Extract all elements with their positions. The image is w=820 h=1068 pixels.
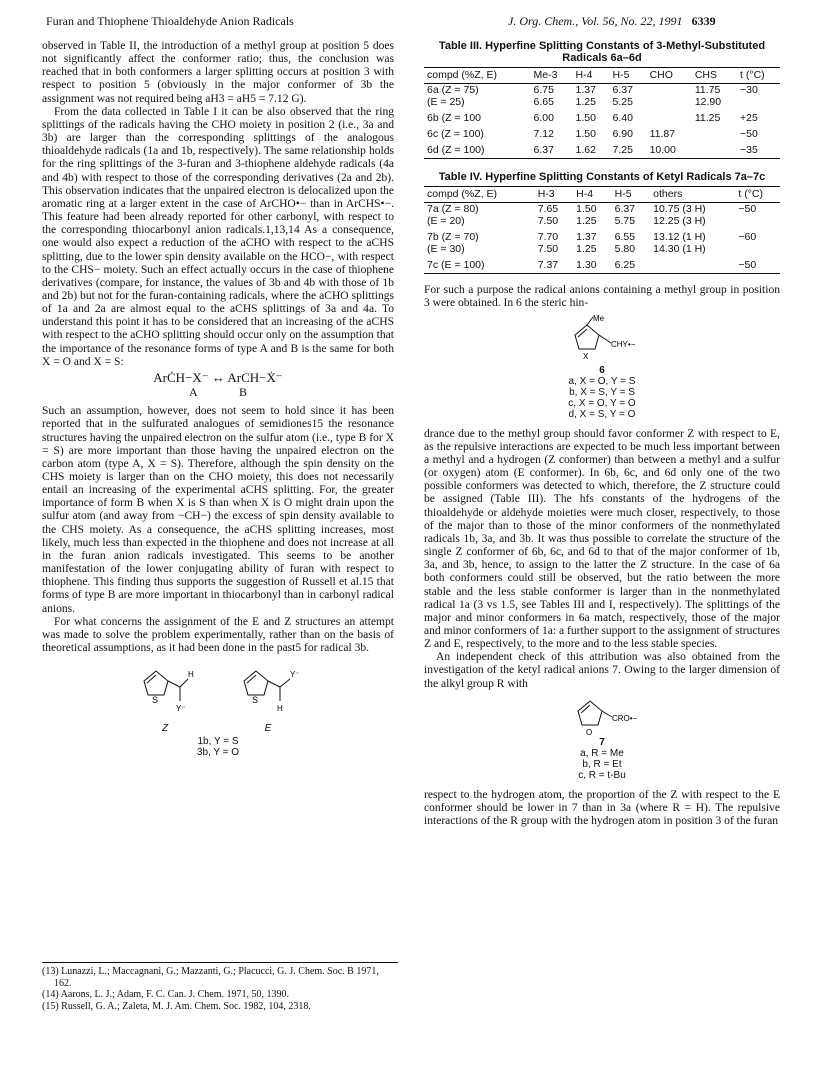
right-paragraph-3: An independent check of this attribution was also obtained from the investigation of the ketyl radical anions 7. Owing to the larger dimension of the alkyl group R with bbox=[424, 651, 780, 690]
resonance-label-b: B bbox=[239, 385, 248, 400]
right-paragraph-2: drance due to the methyl group should favor conformer Z with respect to E, as the repulsive interactions are expected to be much less important between a methyl and a hydrogen (Z conformer) than between a methyl and a sulfur (or oxygen) atom (E conformer). In 6b, 6c, and 6d only one of the two possible conformers was detected to which, therefore, the Z structure could be assigned (Table III). The hfs constants of the hydrogens of the thioaldehyde or aldehyde moieties were much closer, respectively, to those of the major than to those of the minor conformers of the nonmethylated radicals 1b, 3a, and 3b. It was thus possible to correlate the structure of the single Z conformer of 6b, 6c, and 6d to that of the major conformer of 1b, 3a, and 3b, hence, to assign to the latter the Z structure. In the case of 6a both conformers could still be observed, but the ratio between the more stable and the less stable conformer is larger than in the nonmethylated radical 1a (3 vs 1.5, see Tables III and I, respectively). The splittings of the major and minor conformers in 6a match, respectively, those of the major and minor conformers of 1a: a further support to the assignment of structures Z and E, respectively, to the more and to the less stable species. bbox=[424, 427, 780, 651]
label-e: E bbox=[264, 723, 272, 735]
structure-6-number: 6 bbox=[599, 364, 605, 376]
table-cell: 7.37 bbox=[535, 255, 573, 274]
table-row bbox=[424, 140, 780, 159]
svg-text:H: H bbox=[277, 704, 283, 714]
paragraph-1: observed in Table II, the introduction of a methyl group at position 5 does not significantly affect the conformer ratio; thus, the conclusion was reached that in both conformers a larger splitting occurs at position 3 with respect to position 5 (obviously in the major conformer of 3b the assignment was not required being aH3 = aH5 = 7.12 G). bbox=[42, 40, 394, 105]
paragraph-3: Such an assumption, however, does not seem to hold since it has been reported that in the sulfurated analogues of semidiones15 the resonance structures having the unpaired electron on the sulfur atom (i.e., type B for X = S) are more important than those having the unpaired electron on the carbon atom (type A, X = S). Therefore, although the spin density on the CHS moiety is larger than on the CHO moiety, this does not necessarily entail an increasing of the experimental aCHS splitting. For, the greater importance of form B when X is S than when X is O might drain upon the sulfur atom (and away from −CH−) the excess of spin density available to the CHS moiety. As a consequence, the aCHS splitting increases, most likely, much less than expected in the thiophene and does not increase at all in the furan anion radicals investigated. This seems to be another manifestation of the lower conjugating ability of furan with respect to thiophene. This finding thus supports the suggestion of Russell et al.15 that forms of type B are more important in thiocarbonyl than in carbonyl radical anions. bbox=[42, 405, 394, 615]
svg-text:X: X bbox=[583, 351, 589, 361]
table-cell: −60 bbox=[738, 231, 757, 244]
footnotes bbox=[42, 962, 398, 1012]
table-cell: 6.37 bbox=[614, 203, 636, 216]
table-cell bbox=[735, 215, 780, 227]
table-cell: 14.30 (1 H) bbox=[653, 243, 706, 256]
furyl-ketyl-7-icon bbox=[562, 695, 642, 737]
table-cell: 7a (Z = 80) bbox=[427, 203, 479, 216]
right-column bbox=[424, 40, 780, 828]
table-cell bbox=[692, 124, 737, 140]
table-cell: 5.80 bbox=[614, 243, 636, 256]
table-row bbox=[424, 243, 780, 255]
svg-text:CHY•−: CHY•− bbox=[611, 339, 636, 349]
table4-header: others bbox=[650, 187, 735, 203]
label-z: Z bbox=[161, 723, 169, 735]
table4-header: H-5 bbox=[612, 187, 650, 203]
table4-header: compd (%Z, E) bbox=[424, 187, 535, 203]
table-cell: 6.40 bbox=[612, 112, 633, 125]
table-cell: 7b (Z = 70) bbox=[427, 231, 479, 244]
table-cell bbox=[647, 84, 692, 97]
table-cell: (E = 20) bbox=[427, 215, 465, 228]
table-cell: −35 bbox=[737, 140, 780, 159]
svg-text:S: S bbox=[152, 695, 159, 706]
resonance-labels bbox=[42, 386, 394, 399]
table3-header: Me-3 bbox=[531, 68, 573, 84]
table4-header: H-4 bbox=[573, 187, 611, 203]
journal-citation: J. Org. Chem., Vol. 56, No. 22, 1991 bbox=[508, 14, 683, 28]
table-cell: 5.25 bbox=[612, 96, 633, 109]
table4-header: H-3 bbox=[535, 187, 573, 203]
svg-text:Y⁻: Y⁻ bbox=[176, 704, 186, 714]
table-cell bbox=[737, 96, 780, 108]
table-cell: 6.25 bbox=[612, 255, 650, 274]
paragraph-4: For what concerns the assignment of the E and Z structures an attempt was made to solve the problem experimentally, rather than on the basis of theoretical assumptions, as it had been done in the past5 for radical 3b. bbox=[42, 615, 394, 655]
table-cell bbox=[650, 255, 735, 274]
table-cell: 1.62 bbox=[572, 140, 609, 159]
svg-text:CRO•−: CRO•− bbox=[612, 713, 638, 723]
table3-header-row bbox=[424, 68, 780, 84]
methyl-heterocycle-6-icon bbox=[557, 313, 647, 365]
table-cell: −50 bbox=[740, 128, 758, 141]
table-cell: 1.37 bbox=[575, 84, 596, 97]
svg-text:H: H bbox=[188, 670, 194, 680]
structure-6-legend-b: b, X = S, Y = S bbox=[569, 386, 635, 398]
table-cell: 13.12 (1 H) bbox=[653, 231, 706, 244]
table-cell: 6d (Z = 100) bbox=[424, 140, 531, 159]
table-cell: 1.37 bbox=[576, 231, 597, 244]
right-paragraph-4: respect to the hydrogen atom, the proportion of the Z with respect to the E conformer should be lower in 7 than in 3a (where R = H). The repulsive interactions of the R group with the hydrogen atom in position 3 of the furan bbox=[424, 788, 780, 828]
footnote-14: (14) Aarons, L. J.; Adam, F. C. Can. J. Chem. 1971, 50, 1390. bbox=[42, 989, 289, 1000]
methyl-label: Me bbox=[593, 313, 605, 323]
table-cell: 12.25 (3 H) bbox=[653, 215, 706, 228]
table3-header: H-4 bbox=[572, 68, 609, 84]
structure-6-legend-c: c, X = O, Y = O bbox=[568, 397, 636, 409]
paragraph-2: From the data collected in Table I it can be also observed that the ring splittings of the radicals having the CHO moiety in position 2 (i.e., 3a and 3b) are larger than the corresponding splittings of the analogous thioaldehyde radicals (1a and 1b, respectively). The same relationship holds for the ring splittings of the 3-furan and 3-thiophene aldehyde radicals (4a and 4b) with respect to those of the corresponding derivatives (2a and 2b). This observation indicates that the unpaired electron is delocalized upon the aromatic ring at a larger extent in the case of ArCHO•− than in ArCHS•−. This feature had been already reported for other carbonyl, with respect to the corresponding thiocarbonyl anion radicals.1,13,14 As a consequence, one would also expect a reduction of the aCHO with respect to the aCHS splitting, due to the lower spin density available on the HCO−, with respect to the CHS− moiety. Such an effect actually occurs in the case of thiophene derivatives (compare, for instance, the values of 3b and 4b with those of 1b and 2b) but not for the furan-containing radicals, where the aCHO splittings of 1a and 2a are almost equal to the aCHS splittings of 3a and 4a. To understand this point it has to be considered that an increasing of the aCHS with respect to the aCHO splitting should occur only on the assumption that the importance of the resonance forms of type A and B is the same for both X = O and X = S: bbox=[42, 105, 394, 368]
table-cell: 6.90 bbox=[612, 128, 633, 141]
table-cell: 6.55 bbox=[614, 231, 636, 244]
table-cell: 1.50 bbox=[576, 203, 597, 216]
table-cell: 11.87 bbox=[649, 128, 676, 141]
table-cell: −50 bbox=[735, 255, 780, 274]
table-cell: 1.25 bbox=[575, 96, 596, 109]
structure-z bbox=[130, 661, 200, 734]
table3-header: t (°C) bbox=[737, 68, 780, 84]
table-cell: 6.37 bbox=[612, 84, 633, 97]
structure-7-legend-b: b, R = Et bbox=[582, 758, 622, 770]
table-cell: 6.37 bbox=[531, 140, 573, 159]
table-cell: 7.70 bbox=[537, 231, 559, 244]
table-cell bbox=[692, 140, 737, 159]
table4-header: t (°C) bbox=[735, 187, 780, 203]
table-row bbox=[424, 108, 780, 124]
table-cell: 6.00 bbox=[533, 112, 554, 125]
table-cell: 6b (Z = 100 bbox=[427, 112, 481, 125]
table3 bbox=[424, 67, 780, 159]
table-cell: 12.90 bbox=[694, 96, 722, 109]
structures-1b-3b bbox=[42, 661, 394, 734]
table-cell: −30 bbox=[740, 84, 758, 97]
table-cell: +25 bbox=[740, 112, 758, 125]
table-cell: 1.25 bbox=[576, 215, 597, 228]
table-row bbox=[424, 255, 780, 274]
structure-7 bbox=[424, 695, 780, 737]
structure-6 bbox=[424, 313, 780, 365]
svg-text:S: S bbox=[252, 695, 259, 706]
running-header-journal bbox=[508, 14, 716, 29]
structure-7-number: 7 bbox=[599, 736, 605, 748]
table-row bbox=[424, 203, 780, 216]
left-column bbox=[42, 40, 394, 758]
footnote-13: (13) Lunazzi, L.; Maccagnani, G.; Mazzanti, G.; Placucci, G. J. Chem. Soc. B 1971, 162. bbox=[42, 966, 379, 989]
page-number: 6339 bbox=[691, 14, 716, 28]
table-cell: 11.75 bbox=[694, 84, 721, 97]
table-cell: 7.50 bbox=[537, 243, 559, 256]
resonance-equation: ArĊH−X⁻ ↔ ArCH−Ẋ⁻ bbox=[153, 369, 283, 385]
table-cell: 5.75 bbox=[614, 215, 636, 228]
table-cell: 7.50 bbox=[537, 215, 559, 228]
table-cell bbox=[647, 96, 692, 108]
table-cell bbox=[735, 243, 780, 255]
footnote-15: (15) Russell, G. A.; Zaleta, M. J. Am. Chem. Soc. 1982, 104, 2318. bbox=[42, 1000, 311, 1012]
table-cell: 7.25 bbox=[610, 140, 647, 159]
table3-header: compd (%Z, E) bbox=[424, 68, 531, 84]
svg-text:Y⁻: Y⁻ bbox=[290, 670, 300, 680]
thiophene-z-structure-icon bbox=[130, 661, 200, 723]
table-row bbox=[424, 227, 780, 243]
structure-7-legend-a: a, R = Me bbox=[580, 747, 624, 759]
table-cell: (E = 25) bbox=[427, 96, 465, 109]
structure-6-legend-a: a, X = O, Y = S bbox=[568, 375, 636, 387]
right-paragraph-1: For such a purpose the radical anions containing a methyl group in position 3 were obtained. In 6 the steric hin- bbox=[424, 284, 780, 310]
running-header-title: Furan and Thiophene Thioaldehyde Anion Radicals bbox=[46, 14, 294, 28]
table-cell: 1.30 bbox=[573, 255, 611, 274]
table-cell: 6a (Z = 75) bbox=[427, 84, 479, 97]
table-row bbox=[424, 96, 780, 108]
table-cell: 7.12 bbox=[533, 128, 554, 141]
table-cell: 1.50 bbox=[575, 128, 596, 141]
table3-caption: Table III. Hyperfine Splitting Constants of 3-Methyl-Substituted Radicals 6a–6d bbox=[438, 40, 766, 64]
table-row bbox=[424, 84, 780, 97]
structure-6-legend-d: d, X = S, Y = O bbox=[568, 408, 636, 420]
table-cell: 6.65 bbox=[533, 96, 554, 109]
table-cell: 6c (Z = 100) bbox=[427, 128, 484, 141]
table-cell: 11.25 bbox=[694, 112, 721, 125]
table-cell bbox=[647, 108, 692, 124]
table-row bbox=[424, 124, 780, 140]
table-cell: 7c (E = 100) bbox=[424, 255, 535, 274]
table-cell: 1.25 bbox=[576, 243, 597, 256]
table-cell: 10.75 (3 H) bbox=[653, 203, 706, 216]
table4-header-row bbox=[424, 187, 780, 203]
table-cell: −50 bbox=[738, 203, 757, 216]
table-row bbox=[424, 215, 780, 227]
table3-header: CHO bbox=[647, 68, 692, 84]
structure-7-legend-c: c, R = t-Bu bbox=[578, 769, 626, 781]
table4-caption: Table IV. Hyperfine Splitting Constants of Ketyl Radicals 7a–7c bbox=[438, 171, 766, 184]
structure-legend-line-2: 3b, Y = O bbox=[196, 747, 240, 759]
resonance-label-a: A bbox=[188, 385, 197, 400]
structure-e bbox=[230, 661, 306, 734]
thiophene-e-structure-icon bbox=[230, 661, 306, 723]
structure-legend-line-1: 1b, Y = S bbox=[197, 736, 239, 748]
table-cell: (E = 30) bbox=[427, 243, 465, 256]
table-cell: 1.50 bbox=[575, 112, 596, 125]
table3-header: H-5 bbox=[610, 68, 647, 84]
table-cell: 10.00 bbox=[647, 140, 692, 159]
svg-text:O: O bbox=[586, 727, 593, 737]
table-cell: 6.75 bbox=[533, 84, 554, 97]
table3-header: CHS bbox=[692, 68, 737, 84]
table-cell: 7.65 bbox=[537, 203, 559, 216]
table4 bbox=[424, 186, 780, 274]
